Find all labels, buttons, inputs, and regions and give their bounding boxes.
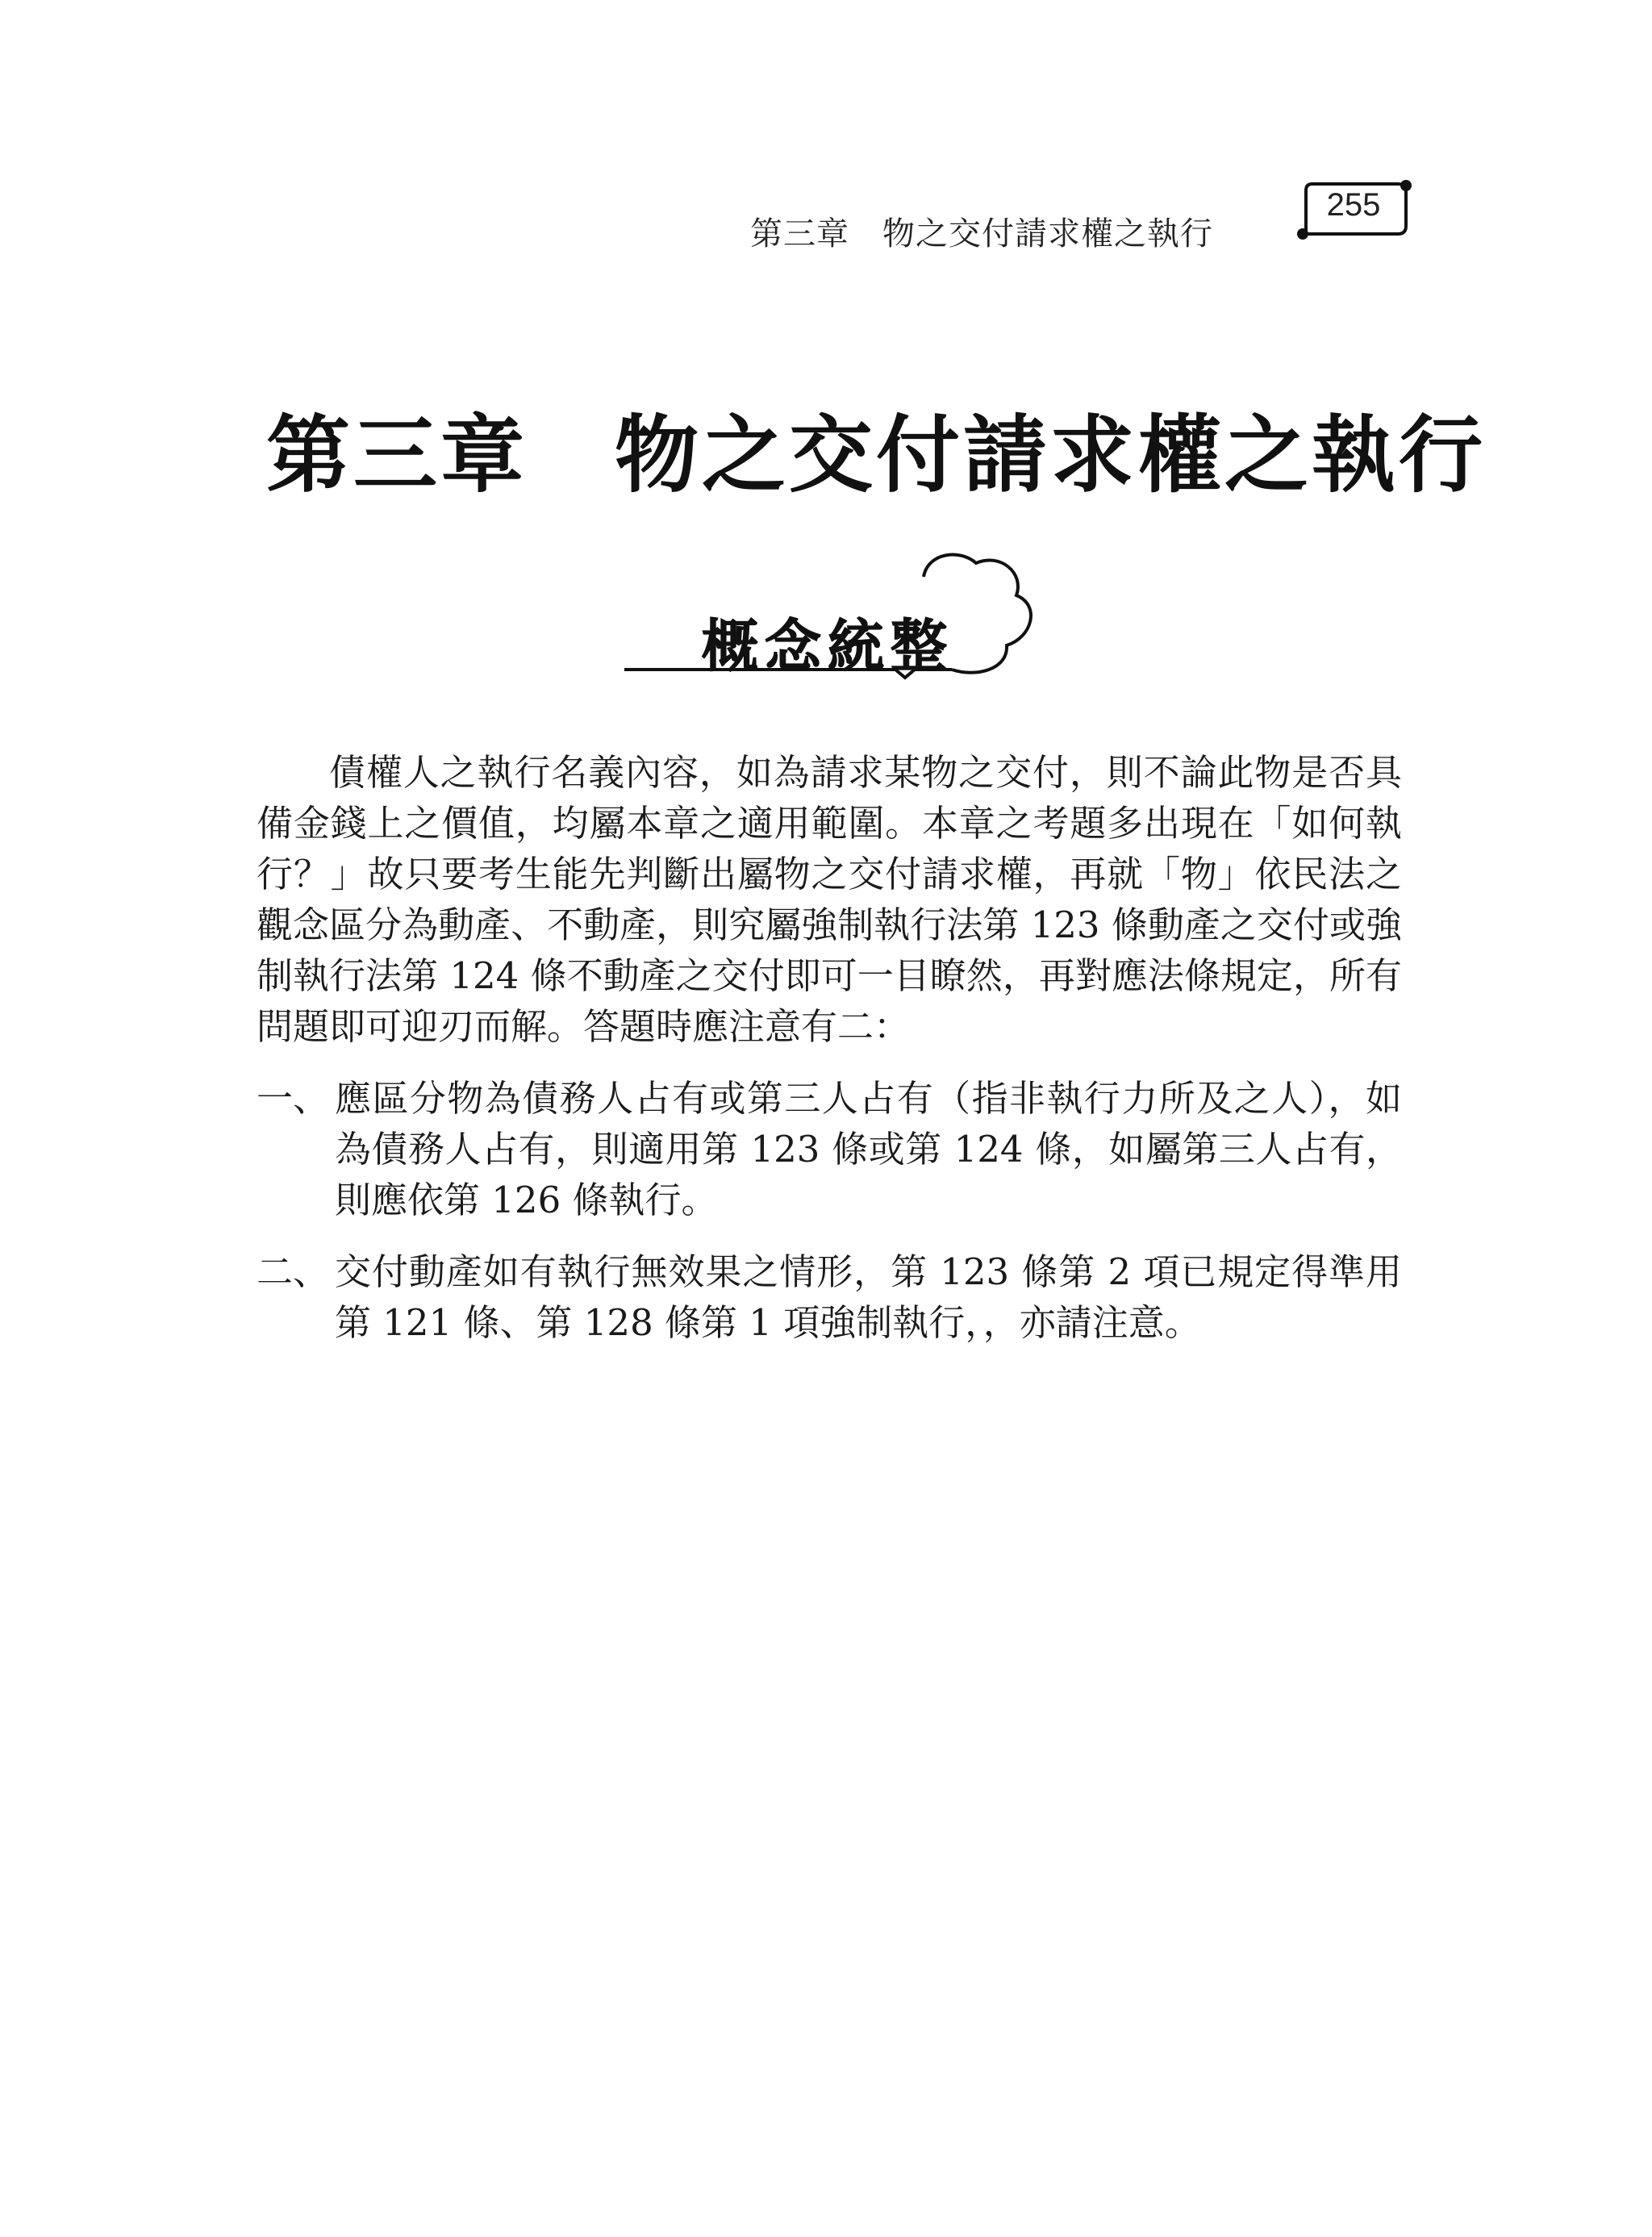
intro-paragraph: 債權人之執行名義內容，如為請求某物之交付，則不論此物是否具備金錢上之價值，均屬本章之適用範圍。本章之考題多出現在「如何執行？」故只要考生能先判斷出屬物之交付請求權，再就「物」依民法之觀念區分為動產、不動產，則究屬強制執行法第 123 條動產之交付或強制執行法第 124 條不動產之交付即可一目瞭然，再對應法條規定，所有問題即可迎刃而解。答題時應注意有二： <box>257 751 1402 1048</box>
running-header: 第三章 物之交付請求權之執行 <box>750 215 1213 252</box>
section-badge <box>621 549 1057 694</box>
list-item <box>257 1246 1402 1348</box>
list-marker: 二、 <box>257 1250 330 1293</box>
section-label: 概念統整 <box>702 613 953 679</box>
list-item <box>257 1073 1402 1225</box>
chapter-title: 第三章 物之交付請求權之執行 <box>266 406 1487 504</box>
document-body <box>257 747 1402 1369</box>
list-text: 應區分物為債務人占有或第三人占有（指非執行力所及之人），如為債務人占有，則適用第 123 條或第 124 條，如屬第三人占有，則應依第 126 條執行。 <box>335 1077 1402 1221</box>
page-number: 255 <box>1326 187 1381 223</box>
list-text: 交付動產如有執行無效果之情形，第 123 條第 2 項已規定得準用第 121 條、第 128 條第 1 項強制執行，，亦請注意。 <box>335 1250 1402 1344</box>
notes-list <box>257 1073 1402 1348</box>
page-number-badge <box>1295 177 1412 244</box>
list-marker: 一、 <box>257 1077 330 1120</box>
